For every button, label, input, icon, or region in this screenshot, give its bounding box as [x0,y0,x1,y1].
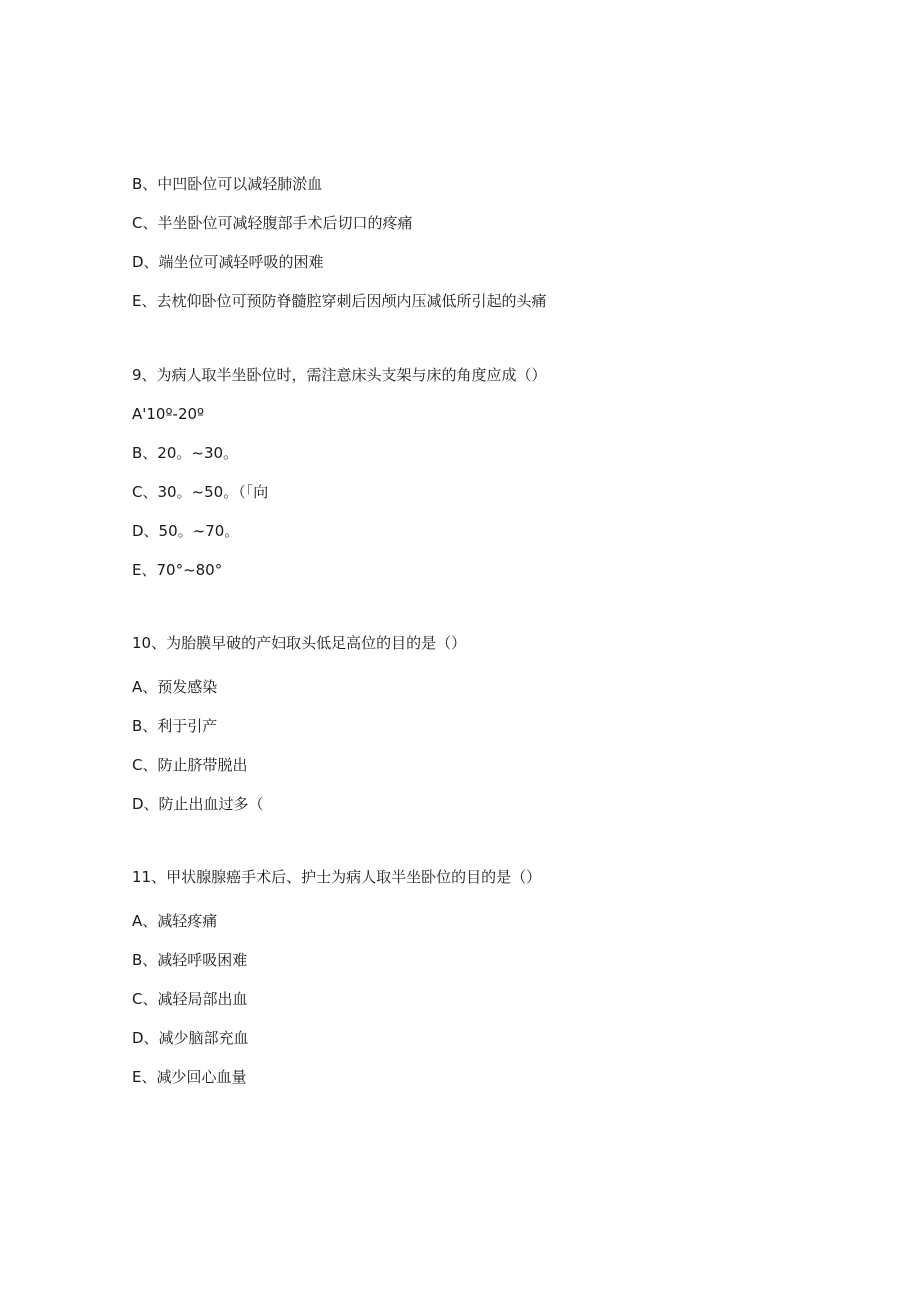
q9-option-c: C、30。~50。（「向 [132,483,269,501]
q11-option-b: B、减轻呼吸困难 [132,951,248,969]
q8-option-d: D、端坐位可减轻呼吸的困难 [132,253,324,271]
q11-stem: 11、甲状腺腺癌手术后、护士为病人取半坐卧位的目的是（） [132,868,542,886]
q11-option-d: D、减少脑部充血 [132,1029,249,1047]
q11-option-c: C、减轻局部出血 [132,990,248,1008]
q9-option-e: E、70°~80° [132,561,223,579]
q11-option-a: A、减轻疼痛 [132,912,218,930]
q10-option-b: B、利于引产 [132,717,218,735]
q8-option-e: E、去枕仰卧位可预防脊髓腔穿刺后因颅内压减低所引起的头痛 [132,292,547,310]
q9-option-a: A'10º-20º [132,405,205,423]
q9-option-b: B、20。~30。 [132,444,239,462]
q8-option-c: C、半坐卧位可减轻腹部手术后切口的疼痛 [132,214,413,232]
q10-option-a: A、预发感染 [132,678,218,696]
q10-stem: 10、为胎膜早破的产妇取头低足高位的目的是（） [132,634,467,652]
q9-stem: 9、为病人取半坐卧位时，需注意床头支架与床的角度应成（） [132,366,547,384]
q9-option-d: D、50。~70。 [132,522,240,540]
q11-option-e: E、减少回心血量 [132,1068,247,1086]
q10-option-c: C、防止脐带脱出 [132,756,248,774]
q10-option-d: D、防止出血过多（ [132,795,264,813]
q8-option-b: B、中凹卧位可以减轻肺淤血 [132,175,323,193]
